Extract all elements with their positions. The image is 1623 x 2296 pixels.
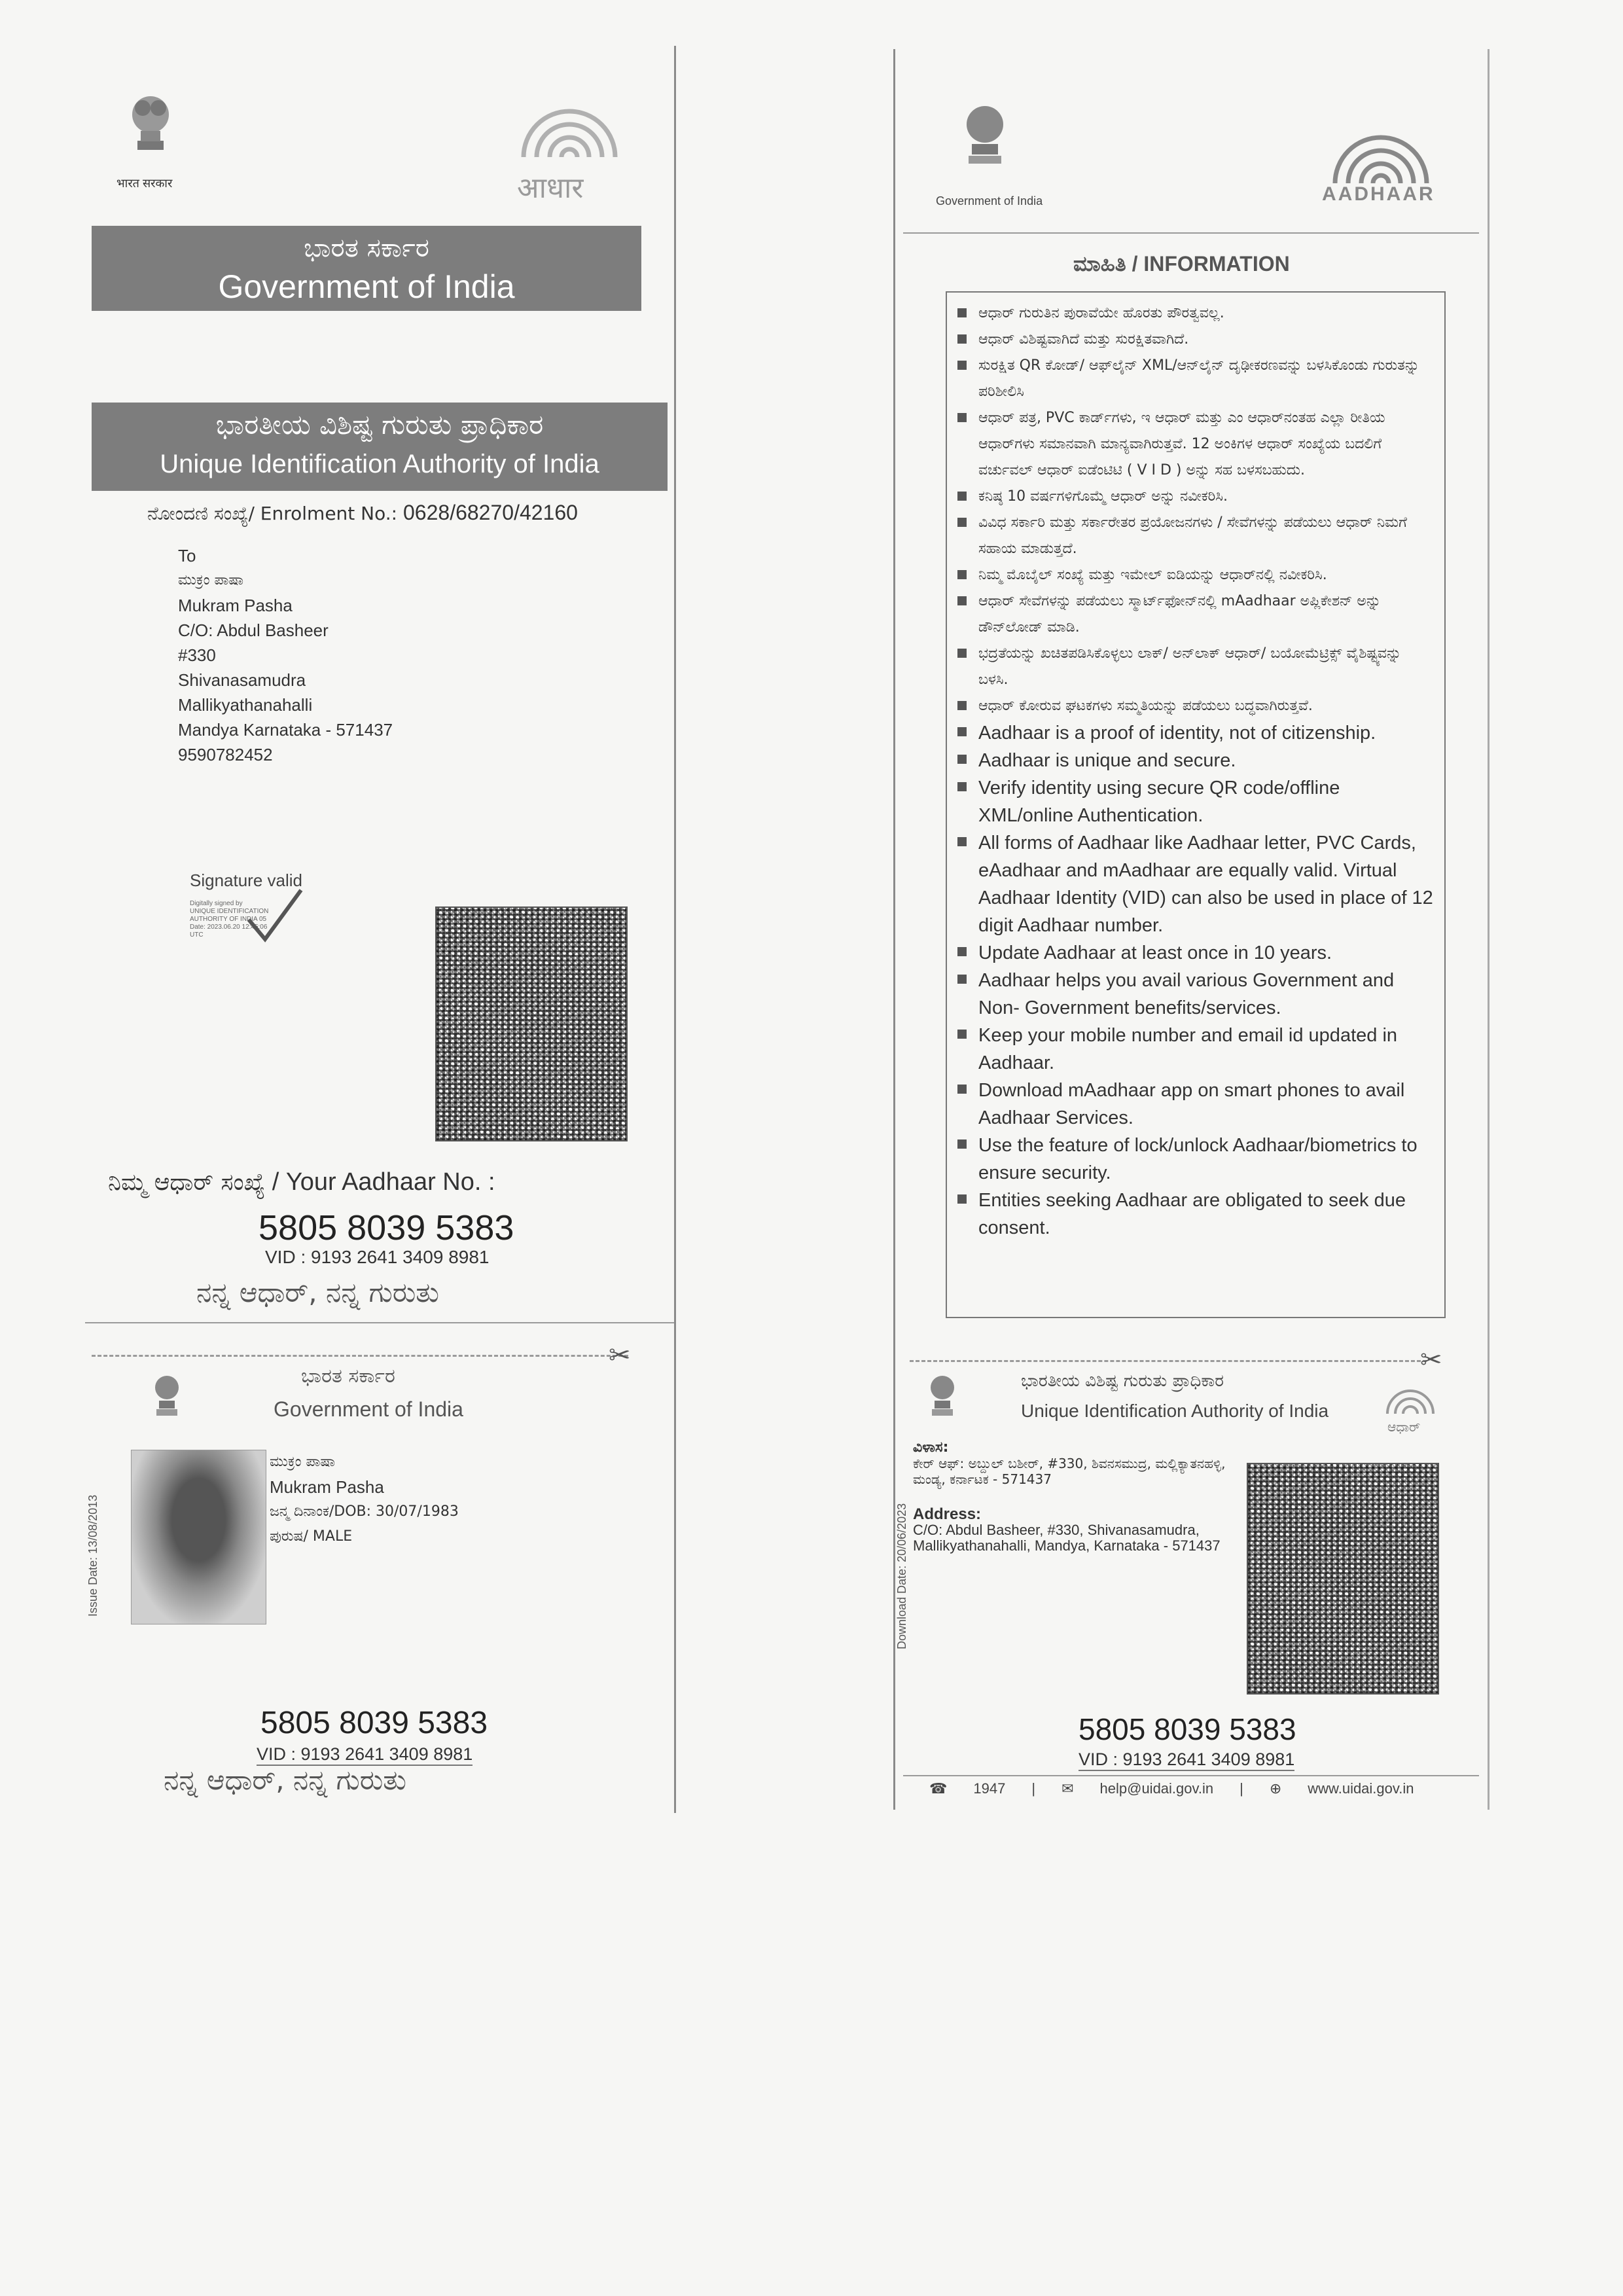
card-logo-text: ಆಧಾರ್ bbox=[1387, 1419, 1421, 1435]
holder-name-kn: ಮುಕ್ರಂ ಪಾಷಾ bbox=[270, 1454, 336, 1470]
enrolment-number: 0628/68270/42160 bbox=[403, 501, 578, 524]
aadhaar-fingerprint-logo-icon bbox=[504, 79, 635, 177]
address-kn: ಕೇರ್ ಆಫ್: ಅಬ್ದುಲ್ ಬಶೀರ್, #330, ಶಿವನಸಮುದ್ರ, ಮಲ್ಲಿಕ್ಯಾತನಹಳ್ಳಿ, ಮಂಡ್ಯ, ಕರ್ನಾಟಕ - 571437 bbox=[913, 1456, 1226, 1487]
address-label-en: Address: bbox=[913, 1505, 982, 1523]
address-line: Mukram Pasha bbox=[178, 596, 293, 615]
signature-detail-line: Date: 2023.06.20 12:45:06 bbox=[190, 924, 268, 931]
holder-gender: ಪುರುಷ/ MALE bbox=[270, 1528, 353, 1545]
info-item-kn: ನಿಮ್ಮ ಮೊಬೈಲ್ ಸಂಖ್ಯೆ ಮತ್ತು ಇಮೇಲ್ ಐಡಿಯನ್ನು ಆಧಾರ್‌ನಲ್ಲಿ ನವೀಕರಿಸಿ. bbox=[955, 562, 1435, 588]
aadhaar-logo-text: AADHAAR bbox=[1322, 183, 1435, 205]
holder-photo bbox=[131, 1450, 266, 1624]
info-item-kn: ಆಧಾರ್ ಕೋರುವ ಘಟಕಗಳು ಸಮ್ಮತಿಯನ್ನು ಪಡೆಯಲು ಬದ್ಧವಾಗಿರುತ್ತವೆ. bbox=[955, 693, 1435, 719]
signature-detail-line: UNIQUE IDENTIFICATION bbox=[190, 908, 269, 915]
info-item-kn: ಆಧಾರ್ ವಿಶಿಷ್ಟವಾಗಿದೆ ಮತ್ತು ಸುರಕ್ಷಿತವಾಗಿದೆ. bbox=[955, 327, 1435, 353]
your-aadhaar-label-kn: ನಿಮ್ಮ ಆಧಾರ್ ಸಂಖ್ಯೆ bbox=[108, 1169, 266, 1196]
signature-detail-line: Digitally signed by bbox=[190, 900, 243, 907]
phone-icon: ☎ bbox=[929, 1780, 948, 1797]
uidai-banner-kn: ಭಾರತೀಯ ವಿಶಿಷ್ಟ ಗುರುತು ಪ್ರಾಧಿಕಾರ bbox=[215, 408, 544, 440]
info-item-kn: ಆಧಾರ್ ಗುರುತಿನ ಪುರಾವೆಯೇ ಹೊರತು ಪೌರತ್ವವಲ್ಲ. bbox=[955, 300, 1435, 327]
aadhaar-motto: ನನ್ನ ಆಧಾರ್, ನನ್ನ ಗುರುತು bbox=[196, 1276, 439, 1308]
aadhaar-number: 5805 8039 5383 bbox=[259, 1208, 514, 1247]
website-link[interactable]: www.uidai.gov.in bbox=[1308, 1780, 1414, 1797]
recipient-address bbox=[178, 543, 505, 767]
cut-line bbox=[85, 1322, 674, 1323]
your-aadhaar-label-en: / Your Aadhaar No. : bbox=[272, 1168, 495, 1196]
info-title: ಮಾಹಿತಿ / INFORMATION bbox=[1073, 252, 1290, 276]
signature-label: Signature valid bbox=[190, 870, 302, 890]
signature-detail-line: UTC bbox=[190, 931, 204, 939]
aadhaar-fingerprint-logo-icon bbox=[1315, 98, 1446, 196]
signature-detail-line: AUTHORITY OF INDIA 05 bbox=[190, 916, 267, 923]
card-address-block bbox=[913, 1440, 1227, 1554]
scissor-cut-line bbox=[92, 1355, 628, 1357]
info-item-en: Update Aadhaar at least once in 10 years. bbox=[955, 939, 1435, 967]
info-item-kn: ಭದ್ರತೆಯನ್ನು ಖಚಿತಪಡಿಸಿಕೊಳ್ಳಲು ಲಾಕ್/ ಅನ್‌ಲಾಕ್ ಆಧಾರ್/ ಬಯೋಮೆಟ್ರಿಕ್ಸ್ ವೈಶಿಷ್ಟ್ಯವನ್ನು ಬಳಸಿ. bbox=[955, 641, 1435, 693]
emblem-caption: भारत सरकार bbox=[116, 177, 173, 190]
info-item-en: Use the feature of lock/unlock Aadhaar/biometrics to ensure security. bbox=[955, 1132, 1435, 1187]
aadhaar-logo-text: आधार bbox=[517, 171, 584, 205]
address-line: #330 bbox=[178, 645, 216, 665]
issue-date: Issue Date: 13/08/2013 bbox=[86, 1494, 99, 1617]
info-item-en: All forms of Aadhaar like Aadhaar letter, PVC Cards, eAadhaar and mAadhaar are equally valid. Virtual Aadhaar Identity (VID) can also be used in place of 12 digit Aadhaar number. bbox=[955, 829, 1435, 939]
ashoka-emblem-icon bbox=[118, 79, 183, 170]
info-item-en: Aadhaar is unique and secure. bbox=[955, 747, 1435, 774]
info-item-en: Aadhaar is a proof of identity, not of citizenship. bbox=[955, 719, 1435, 747]
address-line: To bbox=[178, 546, 196, 565]
card-uidai-en: Unique Identification Authority of India bbox=[1021, 1401, 1329, 1421]
card-aadhaar-number: 5805 8039 5383 bbox=[260, 1706, 488, 1740]
ashoka-emblem-icon bbox=[923, 1365, 962, 1424]
gov-banner-kn: ಭಾರತ ಸರ್ಕಾರ bbox=[304, 233, 429, 263]
info-item-kn: ವಿವಿಧ ಸರ್ಕಾರಿ ಮತ್ತು ಸರ್ಕಾರೇತರ ಪ್ರಯೋಜನಗಳು / ಸೇವೆಗಳನ್ನು ಪಡೆಯಲು ಆಧಾರ್ ನಿಮಗೆ ಸಹಾಯ ಮಾಡುತ್ತದೆ. bbox=[955, 510, 1435, 562]
ashoka-emblem-icon bbox=[955, 85, 1014, 183]
download-date: Download Date: 20/06/2023 bbox=[895, 1503, 908, 1649]
divider: | bbox=[1031, 1780, 1036, 1797]
info-item-kn: ಆಧಾರ್ ಸೇವೆಗಳನ್ನು ಪಡೆಯಲು ಸ್ಮಾರ್ಟ್‌ಫೋನ್‌ನಲ್ಲಿ mAadhaar ಅಪ್ಲಿಕೇಶನ್ ಅನ್ನು ಡೌನ್‌ಲೋಡ್ ಮಾಡಿ. bbox=[955, 588, 1435, 641]
address-line: Mandya Karnataka - 571437 bbox=[178, 720, 393, 740]
address-label-kn: ವಿಳಾಸ: bbox=[913, 1439, 949, 1456]
card-vid-number: VID : 9193 2641 3409 8981 bbox=[257, 1744, 473, 1766]
gov-banner-en: Government of India bbox=[218, 268, 515, 305]
divider: | bbox=[1240, 1780, 1243, 1797]
ashoka-emblem-icon bbox=[147, 1365, 187, 1424]
address-en: C/O: Abdul Basheer, #330, Shivanasamudra, Mallikyathanahalli, Mandya, Karnataka - 571437 bbox=[913, 1522, 1221, 1554]
help-email[interactable]: help@uidai.gov.in bbox=[1099, 1780, 1214, 1797]
card-motto: ನನ್ನ ಆಧಾರ್, ನನ್ನ ಗುರುತು bbox=[164, 1764, 406, 1796]
address-line: ಮುಕ್ರಂ ಪಾಷಾ bbox=[178, 572, 244, 588]
info-item-kn: ಕನಿಷ್ಠ 10 ವರ್ಷಗಳಿಗೊಮ್ಮೆ ಆಧಾರ್ ಅನ್ನು ನವೀಕರಿಸಿ. bbox=[955, 484, 1435, 510]
card-uidai-kn: ಭಾರತೀಯ ವಿಶಿಷ್ಟ ಗುರುತು ಪ್ರಾಧಿಕಾರ bbox=[1021, 1371, 1224, 1391]
info-item-en: Verify identity using secure QR code/offline XML/online Authentication. bbox=[955, 774, 1435, 829]
qr-code bbox=[1247, 1463, 1439, 1695]
info-item-en: Aadhaar helps you avail various Government and Non- Government benefits/services. bbox=[955, 967, 1435, 1022]
digital-signature-block bbox=[190, 870, 347, 939]
info-list bbox=[955, 300, 1435, 1242]
check-mark-icon bbox=[242, 884, 308, 949]
footer-contact-row bbox=[929, 1780, 1466, 1797]
card-gov-kn: ಭಾರತ ಸರ್ಕಾರ bbox=[301, 1365, 395, 1388]
uidai-banner-en: Unique Identification Authority of India bbox=[160, 450, 599, 478]
card-holder-details bbox=[270, 1450, 459, 1549]
info-item-en: Download mAadhaar app on smart phones to avail Aadhaar Services. bbox=[955, 1077, 1435, 1132]
info-item-kn: ಆಧಾರ್ ಪತ್ರ, PVC ಕಾರ್ಡ್‌ಗಳು, ಇ ಆಧಾರ್ ಮತ್ತು ಎಂ ಆಧಾರ್‌ನಂತಹ ಎಲ್ಲಾ ರೀತಿಯ ಆಧಾರ್‌ಗಳು ಸಮಾನವಾಗಿ ಮಾನ್ಯವಾಗಿರುತ್ತವೆ. 12 ಅಂಕಿಗಳ ಆಧಾರ್ ಸಂಖ್ಯೆಯ ಬದಲಿಗೆ ವರ್ಚುವಲ್ ಆಧಾರ್ ಐಡೆಂಟಿಟಿ ( V I D ) ಅನ್ನು ಸಹ ಬಳಸಬಹುದು. bbox=[955, 405, 1435, 484]
footer-divider bbox=[903, 1775, 1479, 1776]
scissors-icon: ✂ bbox=[609, 1341, 631, 1370]
info-item-kn: ಸುರಕ್ಷಿತ QR ಕೋಡ್/ ಆಫ್‌ಲೈನ್ XML/ಆನ್‌ಲೈನ್ ದೃಢೀಕರಣವನ್ನು ಬಳಸಿಕೊಂಡು ಗುರುತನ್ನು ಪರಿಶೀಲಿಸಿ bbox=[955, 353, 1435, 405]
enrolment-label: ನೋಂದಣಿ ಸಂಖ್ಯೆ/ Enrolment No.: bbox=[147, 503, 398, 524]
aadhaar-small-logo-icon bbox=[1381, 1378, 1440, 1424]
scissor-cut-line bbox=[910, 1360, 1427, 1362]
card-aadhaar-number: 5805 8039 5383 bbox=[1079, 1712, 1296, 1746]
address-line: Shivanasamudra bbox=[178, 670, 306, 690]
card-gov-en: Government of India bbox=[274, 1397, 463, 1421]
info-item-en: Keep your mobile number and email id updated in Aadhaar. bbox=[955, 1022, 1435, 1077]
qr-code bbox=[435, 906, 628, 1141]
information-box bbox=[946, 291, 1446, 1318]
email-icon: ✉ bbox=[1061, 1780, 1074, 1797]
enrolment-row bbox=[147, 501, 578, 525]
scissors-icon: ✂ bbox=[1420, 1346, 1442, 1374]
globe-icon: ⊕ bbox=[1269, 1780, 1282, 1797]
holder-dob: ಜನ್ಮ ದಿನಾಂಕ/DOB: 30/07/1983 bbox=[270, 1503, 459, 1520]
your-aadhaar-label bbox=[108, 1168, 495, 1196]
address-line: 9590782452 bbox=[178, 745, 273, 764]
address-line: C/O: Abdul Basheer bbox=[178, 620, 329, 640]
card-vid-number: VID : 9193 2641 3409 8981 bbox=[1079, 1749, 1294, 1771]
address-line: Mallikyathanahalli bbox=[178, 695, 313, 715]
gov-of-india-banner bbox=[92, 226, 641, 311]
info-item-en: Entities seeking Aadhaar are obligated to seek due consent. bbox=[955, 1187, 1435, 1242]
helpline-number: 1947 bbox=[973, 1780, 1006, 1797]
vid-number: VID : 9193 2641 3409 8981 bbox=[265, 1247, 490, 1267]
emblem-caption: Government of India bbox=[936, 194, 1043, 207]
header-divider bbox=[903, 232, 1479, 234]
holder-name-en: Mukram Pasha bbox=[270, 1477, 384, 1497]
uidai-banner bbox=[92, 403, 668, 491]
